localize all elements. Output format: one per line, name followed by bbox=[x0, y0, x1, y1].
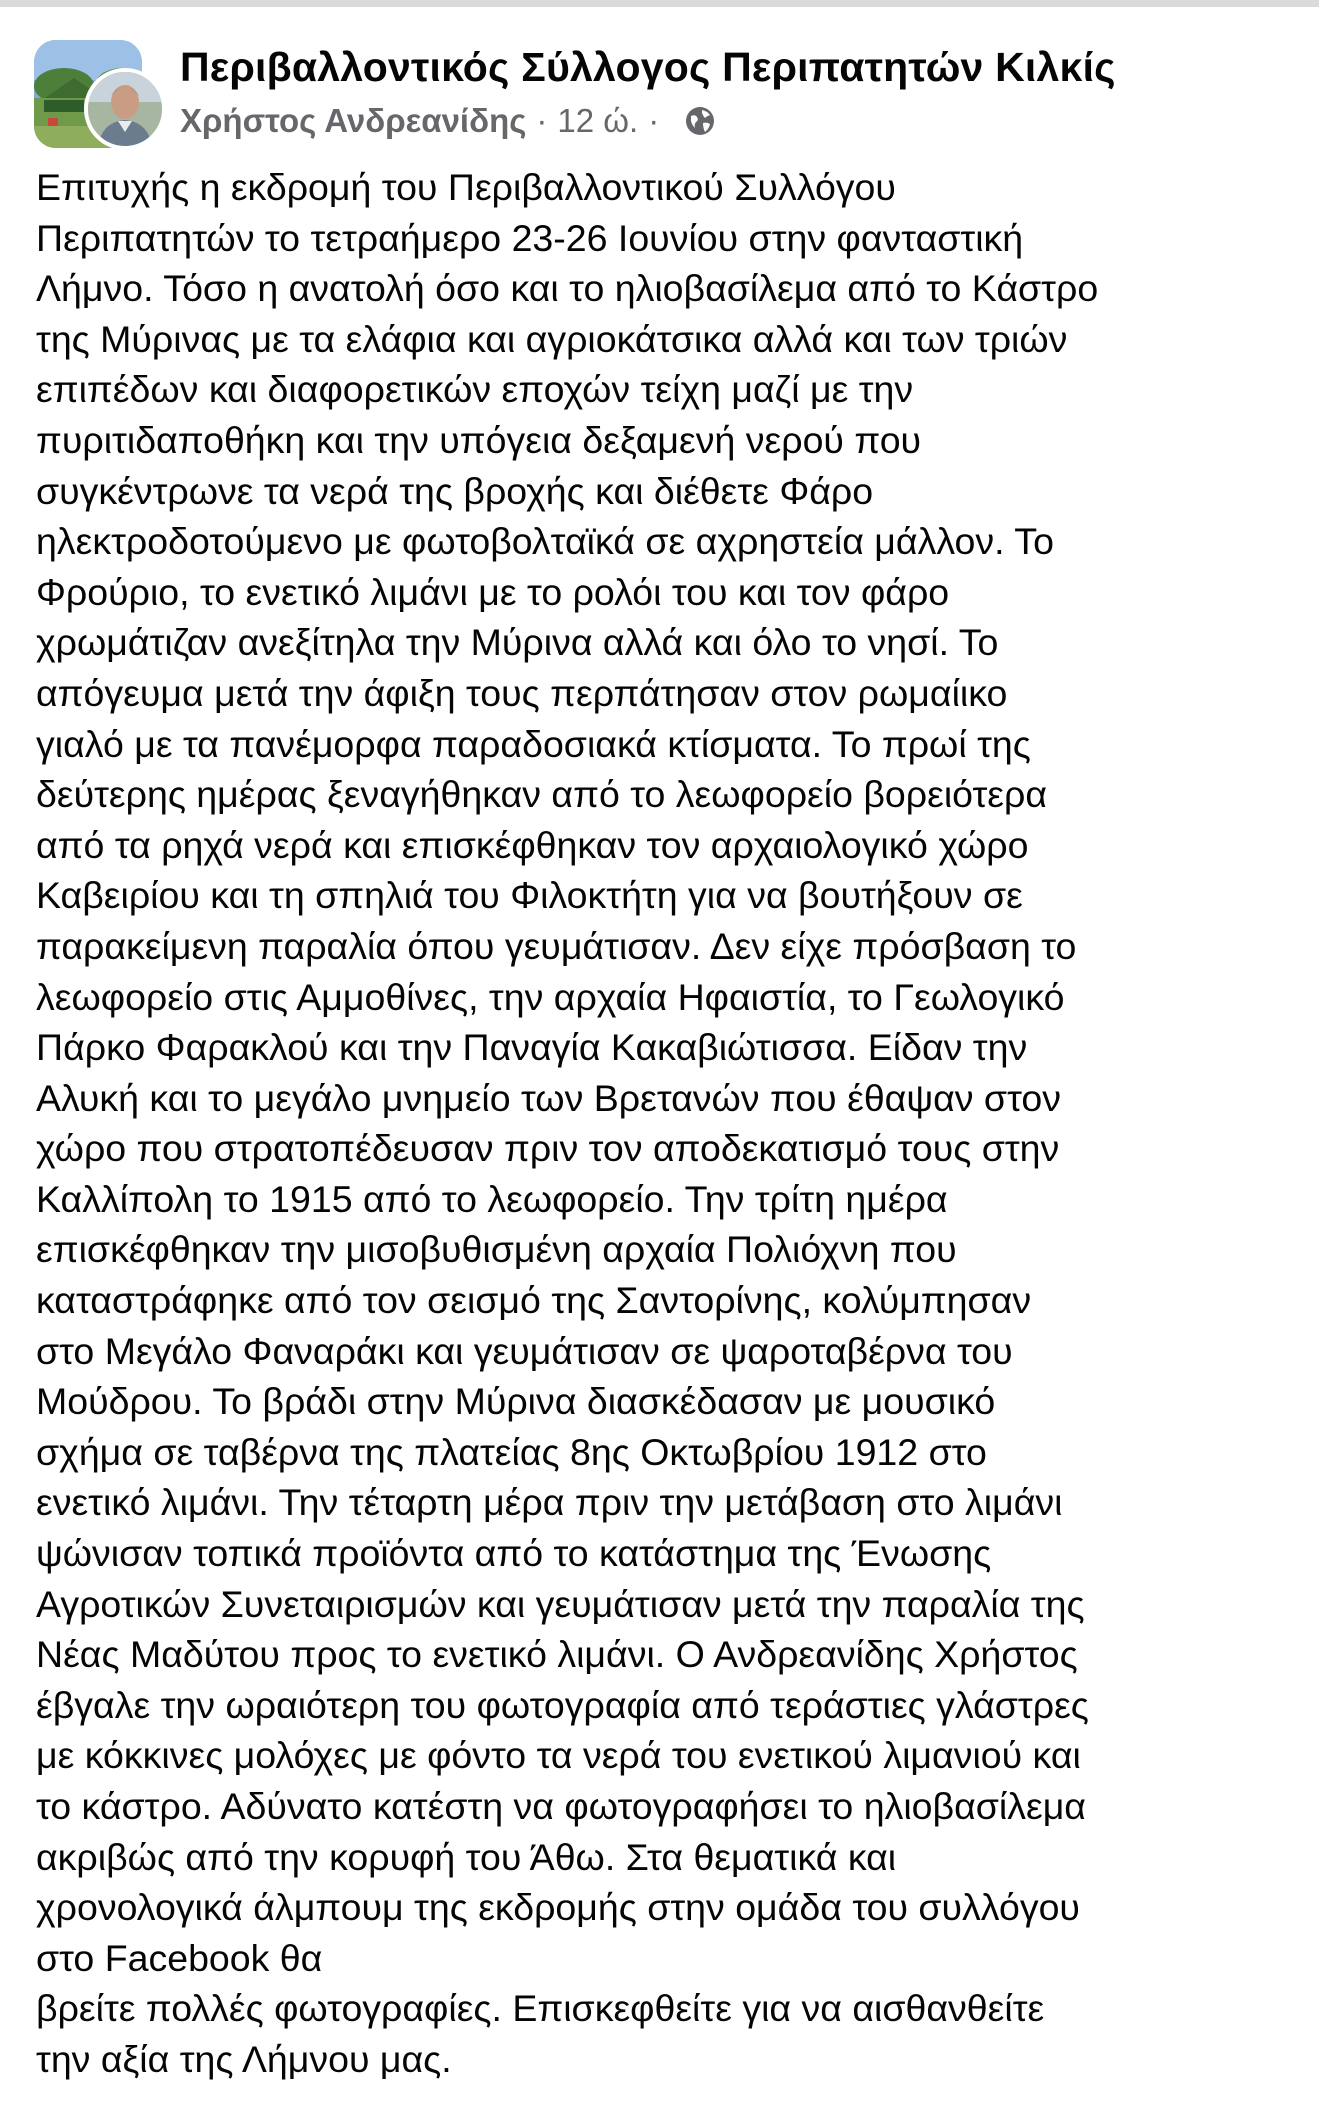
post-text-line: Καλλίπολη το 1915 από το λεωφορείο. Την τρίτη ημέρα bbox=[36, 1177, 948, 1220]
post-text-line: Νέας Μαδύτου προς το ενετικό λιμάνι. Ο Ανδρεανίδης Χρήστος bbox=[36, 1633, 1078, 1676]
post-text-line: παρακείμενη παραλία όπου γευμάτισαν. Δεν είχε πρόσβαση το bbox=[36, 924, 1077, 967]
post-text bbox=[36, 162, 1306, 2085]
post-text-line: Αλυκή και το μεγάλο μνημείο των Βρετανών που έθαψαν στον bbox=[36, 1076, 1061, 1119]
post-meta bbox=[180, 102, 717, 140]
post-text-line: βρείτε πολλές φωτογραφίες. Επισκεφθείτε για να αισθανθείτε bbox=[36, 1987, 1045, 2030]
post-text-line: από τα ρηχά νερά και επισκέφθηκαν τον αρχαιολογικό χώρο bbox=[36, 823, 1029, 866]
post-text-line: Περιπατητών το τετραήμερο 23-26 Ιουνίου στην φανταστική bbox=[36, 216, 1024, 259]
meta-separator-2: · bbox=[648, 102, 660, 139]
post-text-line: Λήμνο. Τόσο η ανατολή όσο και το ηλιοβασίλεμα από το Κάστρο bbox=[36, 267, 1099, 310]
post-text-line: το κάστρο. Αδύνατο κατέστη να φωτογραφήσει το ηλιοβασίλεμα bbox=[36, 1785, 1086, 1827]
post-text-line: Αγροτικών Συνεταιρισμών και γευμάτισαν μετά την παραλία της bbox=[36, 1582, 1085, 1625]
post-text-line: γιαλό με τα πανέμορφα παραδοσιακά κτίσματα. Το πρωί της bbox=[36, 722, 1031, 765]
post-text-line: ενετικό λιμάνι. Την τέταρτη μέρα πριν την μετάβαση στο λιμάνι bbox=[36, 1481, 1063, 1524]
meta-separator: · bbox=[536, 102, 548, 139]
post-text-line: Μούδρου. Το βράδι στην Μύρινα διασκέδασαν με μουσικό bbox=[36, 1380, 996, 1423]
post-text-line: στο Facebook θα bbox=[36, 1936, 323, 1979]
post-text-line: Φρούριο, το ενετικό λιμάνι με το ρολόι του και τον φάρο bbox=[36, 570, 950, 613]
post-text-line: χρωμάτιζαν ανεξίτηλα την Μύρινα αλλά και όλο το νησί. Το bbox=[36, 621, 999, 664]
post-text-line: επισκέφθηκαν την μισοβυθισμένη αρχαία Πολιόχνη που bbox=[36, 1228, 957, 1271]
post-text-line: επιπέδων και διαφορετικών εποχών τείχη μαζί με την bbox=[36, 368, 914, 411]
post-text-line: χρονολογικά άλμπουμ της εκδρομής στην ομάδα του συλλόγου bbox=[36, 1886, 1080, 1929]
post-text-line: της Μύρινας με τα ελάφια και αγριοκάτσικα αλλά και των τριών bbox=[36, 317, 1068, 360]
group-name-link[interactable]: Περιβαλλοντικός Σύλλογος Περιπατητών Κιλκίς bbox=[180, 44, 1116, 90]
post-text-line: καταστράφηκε από τον σεισμό της Σαντορίνης, κολύμπησαν bbox=[36, 1279, 1032, 1322]
post-text-line: Επιτυχής η εκδρομή του Περιβαλλοντικού Συλλόγου bbox=[36, 166, 896, 208]
top-divider bbox=[0, 0, 1319, 7]
post-text-line: ηλεκτροδοτούμενο με φωτοβολταϊκά σε αχρηστεία μάλλον. Το bbox=[36, 520, 1054, 563]
profile-photo-icon bbox=[88, 72, 162, 146]
post-text-line: Καβειρίου και τη σπηλιά του Φιλοκτήτη για να βουτήξουν σε bbox=[36, 874, 1023, 917]
post-text-line: πυριτιδαποθήκη και την υπόγεια δεξαμενή νερού που bbox=[36, 418, 922, 461]
post-text-line: Πάρκο Φαρακλού και την Παναγία Κακαβιώτισσα. Είδαν την bbox=[36, 1026, 1028, 1069]
post-text-line: την αξία της Λήμνου μας. bbox=[36, 2037, 452, 2080]
post-text-line: λεωφορείο στις Αμμοθίνες, την αρχαία Ηφαιστία, το Γεωλογικό bbox=[36, 975, 1065, 1018]
post-text-line: χώρο που στρατοπέδευσαν πριν τον αποδεκατισμό τους στην bbox=[36, 1127, 1060, 1170]
post-text-line: συγκέντρωνε τα νερά της βροχής και διέθετε Φάρο bbox=[36, 469, 874, 512]
post-header bbox=[34, 36, 1294, 148]
post-text-line: ακριβώς από την κορυφή του Άθω. Στα θεματικά και bbox=[36, 1835, 897, 1878]
post-text-line: απόγευμα μετά την άφιξη τους περπάτησαν στον ρωμαίικο bbox=[36, 671, 1008, 714]
author-name-link[interactable]: Χρήστος Ανδρεανίδης bbox=[180, 102, 527, 139]
post-text-line: με κόκκινες μολόχες με φόντο τα νερά του ενετικού λιμανιού και bbox=[36, 1734, 1081, 1777]
author-avatar[interactable] bbox=[84, 68, 166, 150]
post-text-line: δεύτερης ημέρας ξεναγήθηκαν από το λεωφορείο βορειότερα bbox=[36, 773, 1048, 816]
post-text-line: ψώνισαν τοπικά προϊόντα από το κατάστημα της Ένωσης bbox=[36, 1532, 992, 1575]
post-text-line: σχήμα σε ταβέρνα της πλατείας 8ης Οκτωβρίου 1912 στο bbox=[36, 1430, 987, 1473]
globe-icon[interactable] bbox=[683, 104, 717, 138]
post-text-line: έβγαλε την ωραιότερη του φωτογραφία από τεράστιες γλάστρες bbox=[36, 1683, 1089, 1726]
post-timestamp[interactable]: 12 ώ. bbox=[557, 102, 639, 139]
post-text-line: στο Μεγάλο Φαναράκι και γευμάτισαν σε ψαροταβέρνα του bbox=[36, 1329, 1013, 1372]
